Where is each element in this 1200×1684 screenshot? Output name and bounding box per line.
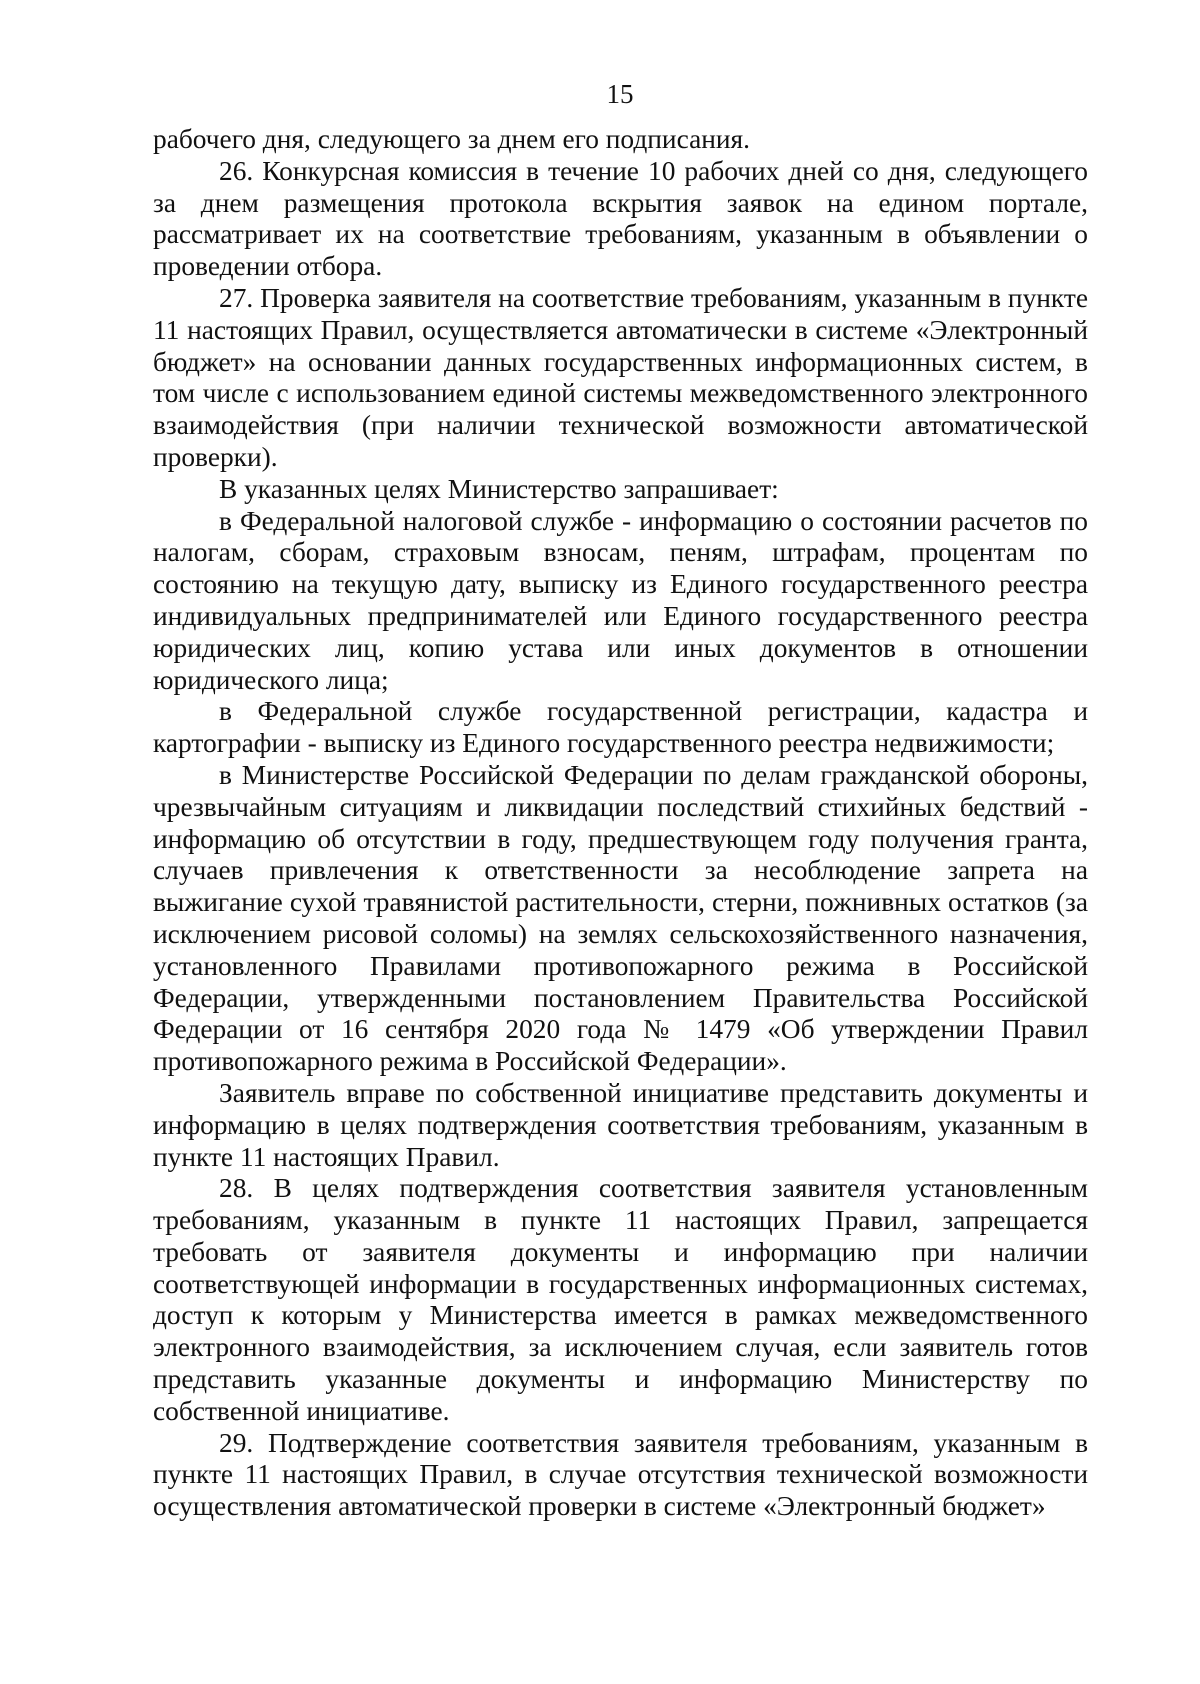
- paragraph-item-27: 27. Проверка заявителя на соответствие требованиям, указанным в пункте 11 настоящих Правил, осуществляется автоматически в системе «Электронный бюджет» на основании данных государственных информационных систем, в том числе с использованием единой системы межведомственного электронного взаимодействия (при наличии технической возможности автоматической проверки).: [153, 282, 1088, 472]
- paragraph-requests-intro: В указанных целях Министерство запрашивает:: [219, 473, 779, 504]
- page-number: 15: [606, 79, 634, 109]
- paragraph-registration-service: в Федеральной службе государственной регистрации, кадастра и картографии - выписку из Единого государственного реестра недвижимости;: [153, 696, 1088, 759]
- paragraph-continuation: рабочего дня, следующего за днем его подписания.: [153, 124, 750, 154]
- paragraph-applicant-right: Заявитель вправе по собственной инициативе представить документы и информацию в целях подтверждения соответствия требованиям, указанным в пункте 11 настоящих Правил.: [153, 1077, 1088, 1172]
- paragraph-tax-service: в Федеральной налоговой службе - информацию о состоянии расчетов по налогам, сборам, страховым взносам, пеням, штрафам, процентам по состоянию на текущую дату, выписку из Единого государственного реестра индивидуальных предпринимателей или Единого государственного реестра юридических лиц, копию устава или иных документов в отношении юридического лица;: [153, 505, 1088, 695]
- document-body: [153, 124, 1088, 1523]
- paragraph-item-28: 28. В целях подтверждения соответствия заявителя установленным требованиям, указанным в пункте 11 настоящих Правил, запрещается требовать от заявителя документы и информацию при наличии соответствующей информации в государственных информационных системах, доступ к которым у Министерства имеется в рамках межведомственного электронного взаимодействия, за исключением случая, если заявитель готов представить указанные документы и информацию Министерству по собственной инициативе.: [153, 1173, 1088, 1426]
- paragraph-item-26: 26. Конкурсная комиссия в течение 10 рабочих дней со дня, следующего за днем размещения протокола вскрытия заявок на едином портале, рассматривает их на соответствие требованиям, указанным в объявлении о проведении отбора.: [153, 155, 1088, 282]
- paragraph-item-29: 29. Подтверждение соответствия заявителя требованиям, указанным в пункте 11 настоящих Правил, в случае отсутствия технической возможности осуществления автоматической проверки в системе «Электронный бюджет»: [153, 1427, 1088, 1522]
- paragraph-emergency-ministry: в Министерстве Российской Федерации по делам гражданской обороны, чрезвычайным ситуациям и ликвидации последствий стихийных бедствий - информацию об отсутствии в году, предшествующем году получения гранта, случаев привлечения к ответственности за несоблюдение запрета на выжигание сухой травянистой растительности, стерни, пожнивных остатков (за исключением рисовой соломы) на землях сельскохозяйственного назначения, установленного Правилами противопожарного режима в Российской Федерации, утвержденными постановлением Правительства Российской Федерации от 16 сентября 2020 года № 1479 «Об утверждении Правил противопожарного режима в Российской Федерации».: [153, 759, 1088, 1077]
